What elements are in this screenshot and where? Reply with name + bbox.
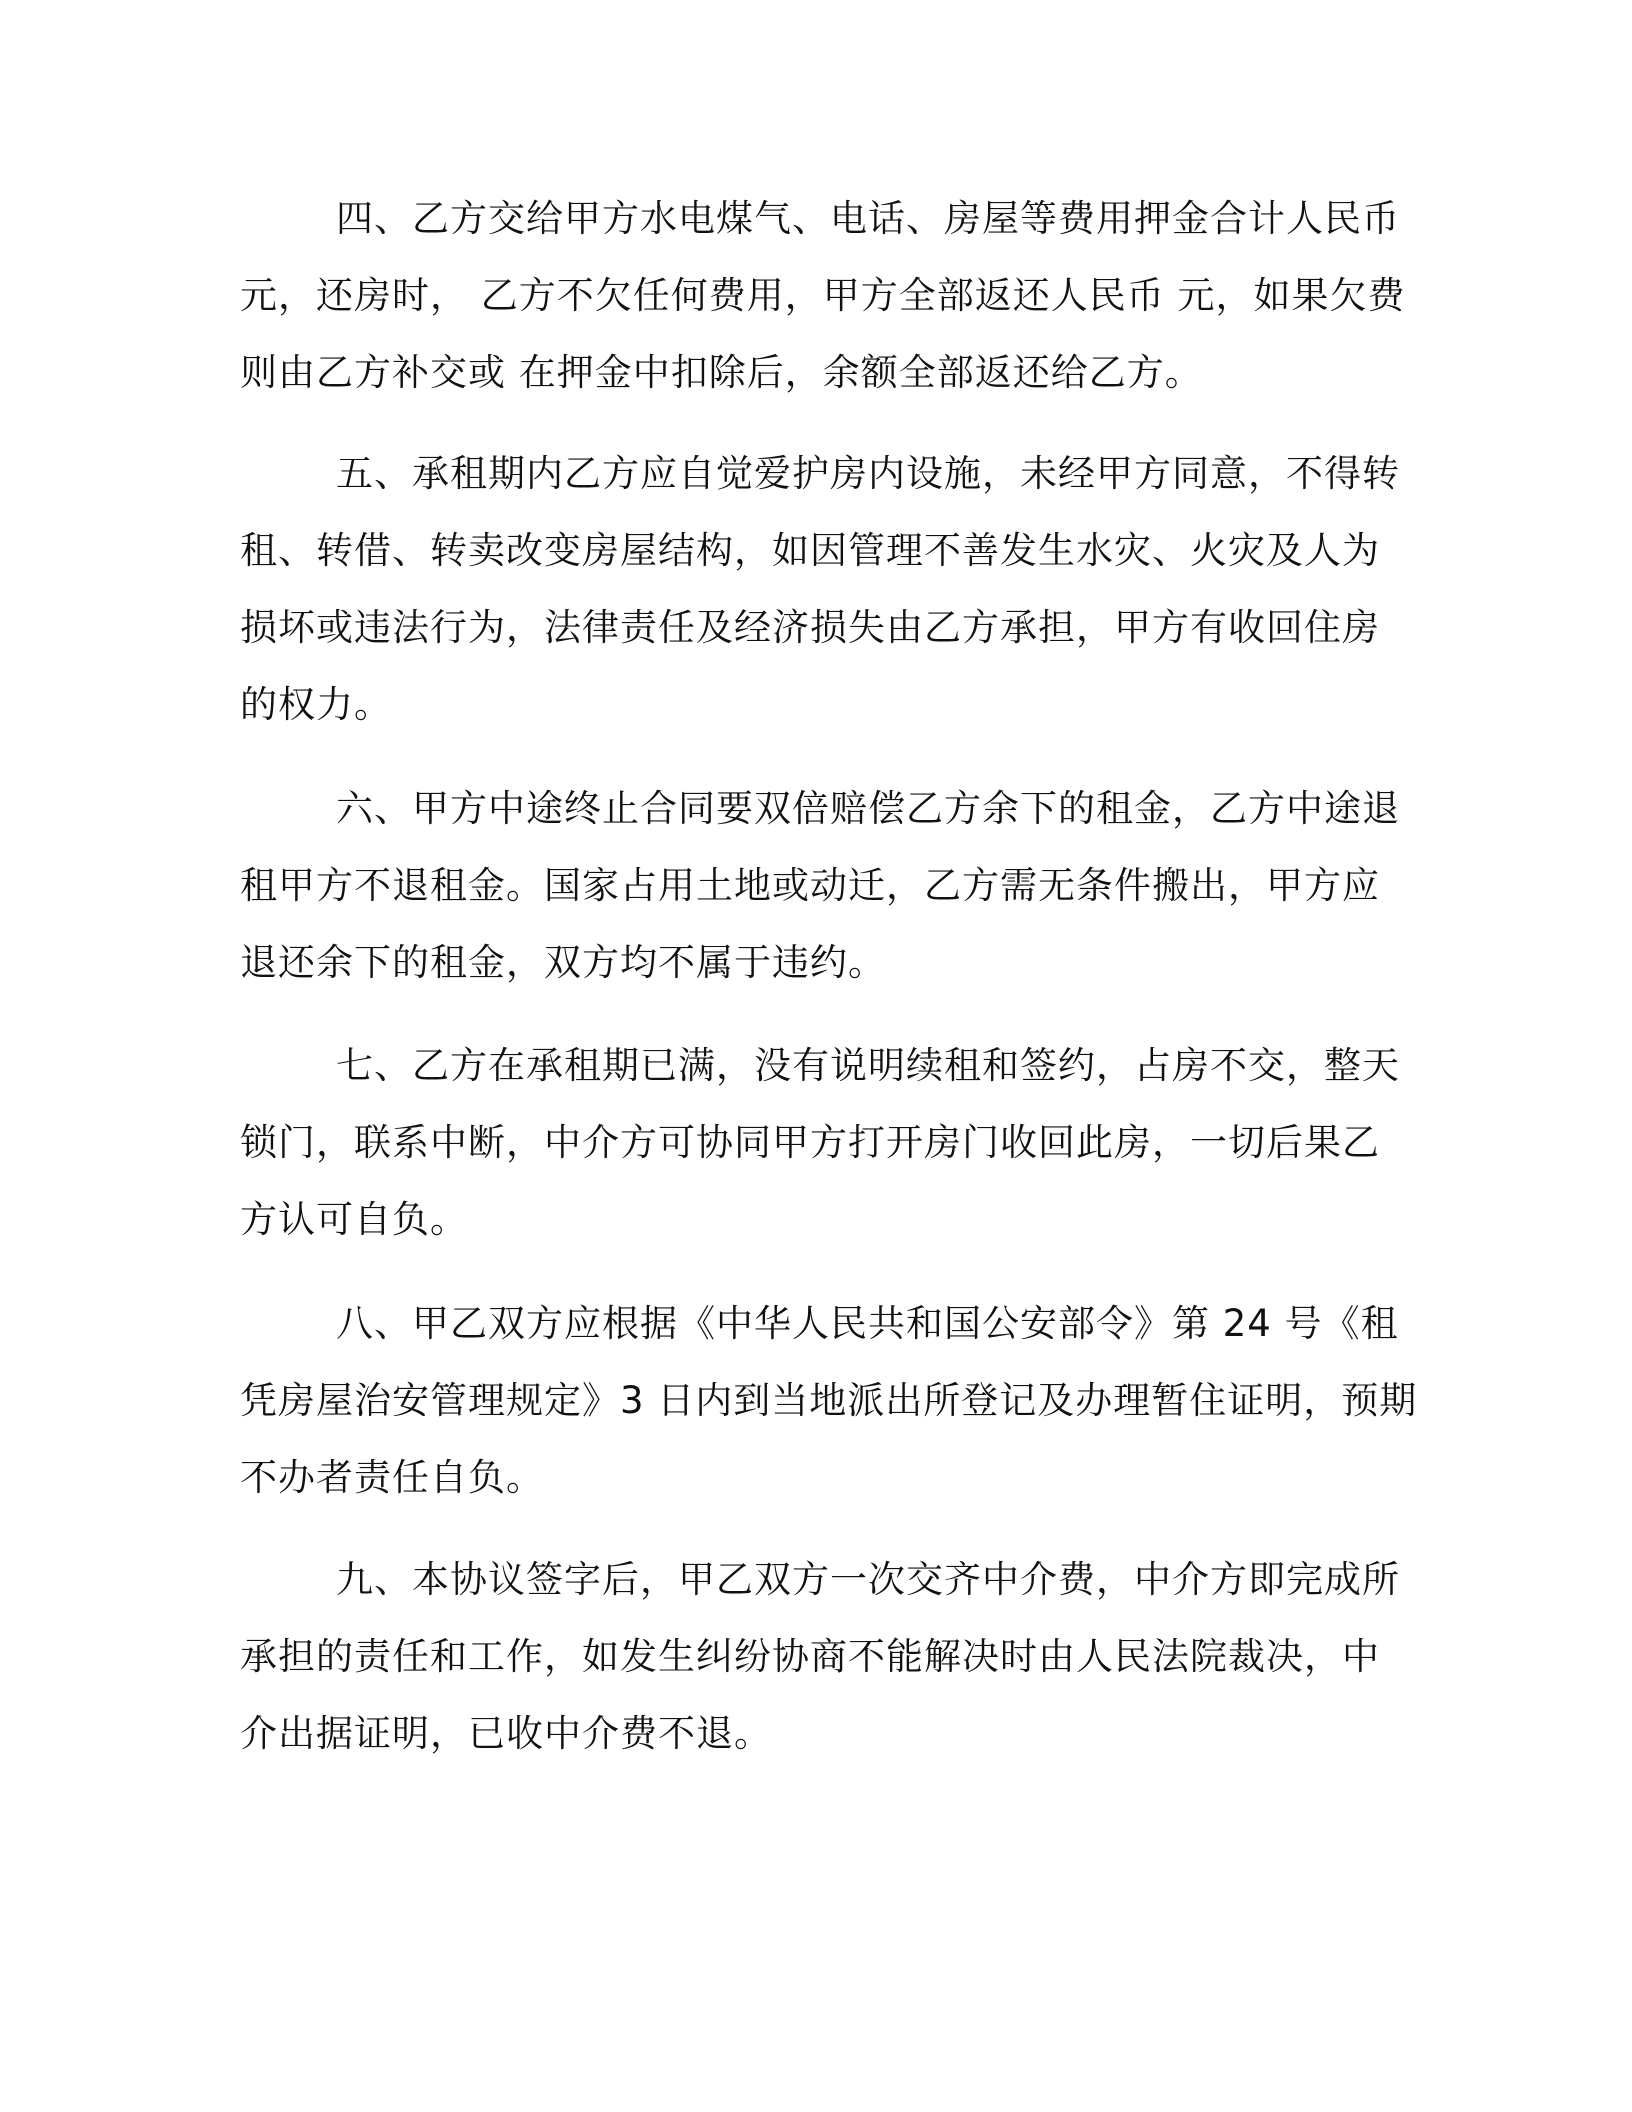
clause-line: 的权力。: [240, 683, 392, 726]
clause-line: 退还余下的租金，双方均不属于违约。: [240, 941, 886, 984]
clause-line: 租甲方不退租金。国家占用土地或动迁，乙方需无条件搬出，甲方应: [240, 864, 1380, 907]
clause-line: 元，还房时， 乙方不欠任何费用，甲方全部返还人民币 元，如果欠费: [240, 274, 1406, 317]
clause-7: [240, 1027, 1420, 1258]
clause-line: 五、承租期内乙方应自觉爱护房内设施，未经甲方同意，不得转: [336, 452, 1400, 495]
clause-line: 不办者责任自负。: [240, 1456, 544, 1499]
clause-line: 四、乙方交给甲方水电煤气、电话、房屋等费用押金合计人民币: [336, 197, 1400, 240]
clause-line: 介出据证明，已收中介费不退。: [240, 1712, 772, 1755]
clause-line: 凭房屋治安管理规定》3 日内到当地派出所登记及办理暂住证明，预期: [240, 1379, 1418, 1422]
clause-9: [240, 1541, 1420, 1772]
clause-line: 方认可自负。: [240, 1198, 468, 1241]
clause-line: 六、甲方中途终止合同要双倍赔偿乙方余下的租金，乙方中途退: [336, 787, 1400, 830]
clause-line: 承担的责任和工作，如发生纠纷协商不能解决时由人民法院裁决，中: [240, 1635, 1380, 1678]
clause-line: 租、转借、转卖改变房屋结构，如因管理不善发生水灾、火灾及人为: [240, 529, 1380, 572]
clause-line: 则由乙方补交或 在押金中扣除后，余额全部返还给乙方。: [240, 351, 1203, 394]
clause-line: 九、本协议签字后，甲乙双方一次交齐中介费，中介方即完成所: [336, 1558, 1400, 1601]
clause-8: [240, 1285, 1420, 1516]
clause-line: 七、乙方在承租期已满，没有说明续租和签约，占房不交，整天: [336, 1044, 1400, 1087]
clause-line: 损坏或违法行为，法律责任及经济损失由乙方承担，甲方有收回住房: [240, 606, 1380, 649]
clause-6: [240, 770, 1420, 1001]
clause-4: [240, 180, 1420, 411]
clause-5: [240, 435, 1420, 743]
clause-line: 八、甲乙双方应根据《中华人民共和国公安部令》第 24 号《租: [336, 1302, 1399, 1345]
clause-line: 锁门，联系中断，中介方可协同甲方打开房门收回此房，一切后果乙: [240, 1121, 1380, 1164]
